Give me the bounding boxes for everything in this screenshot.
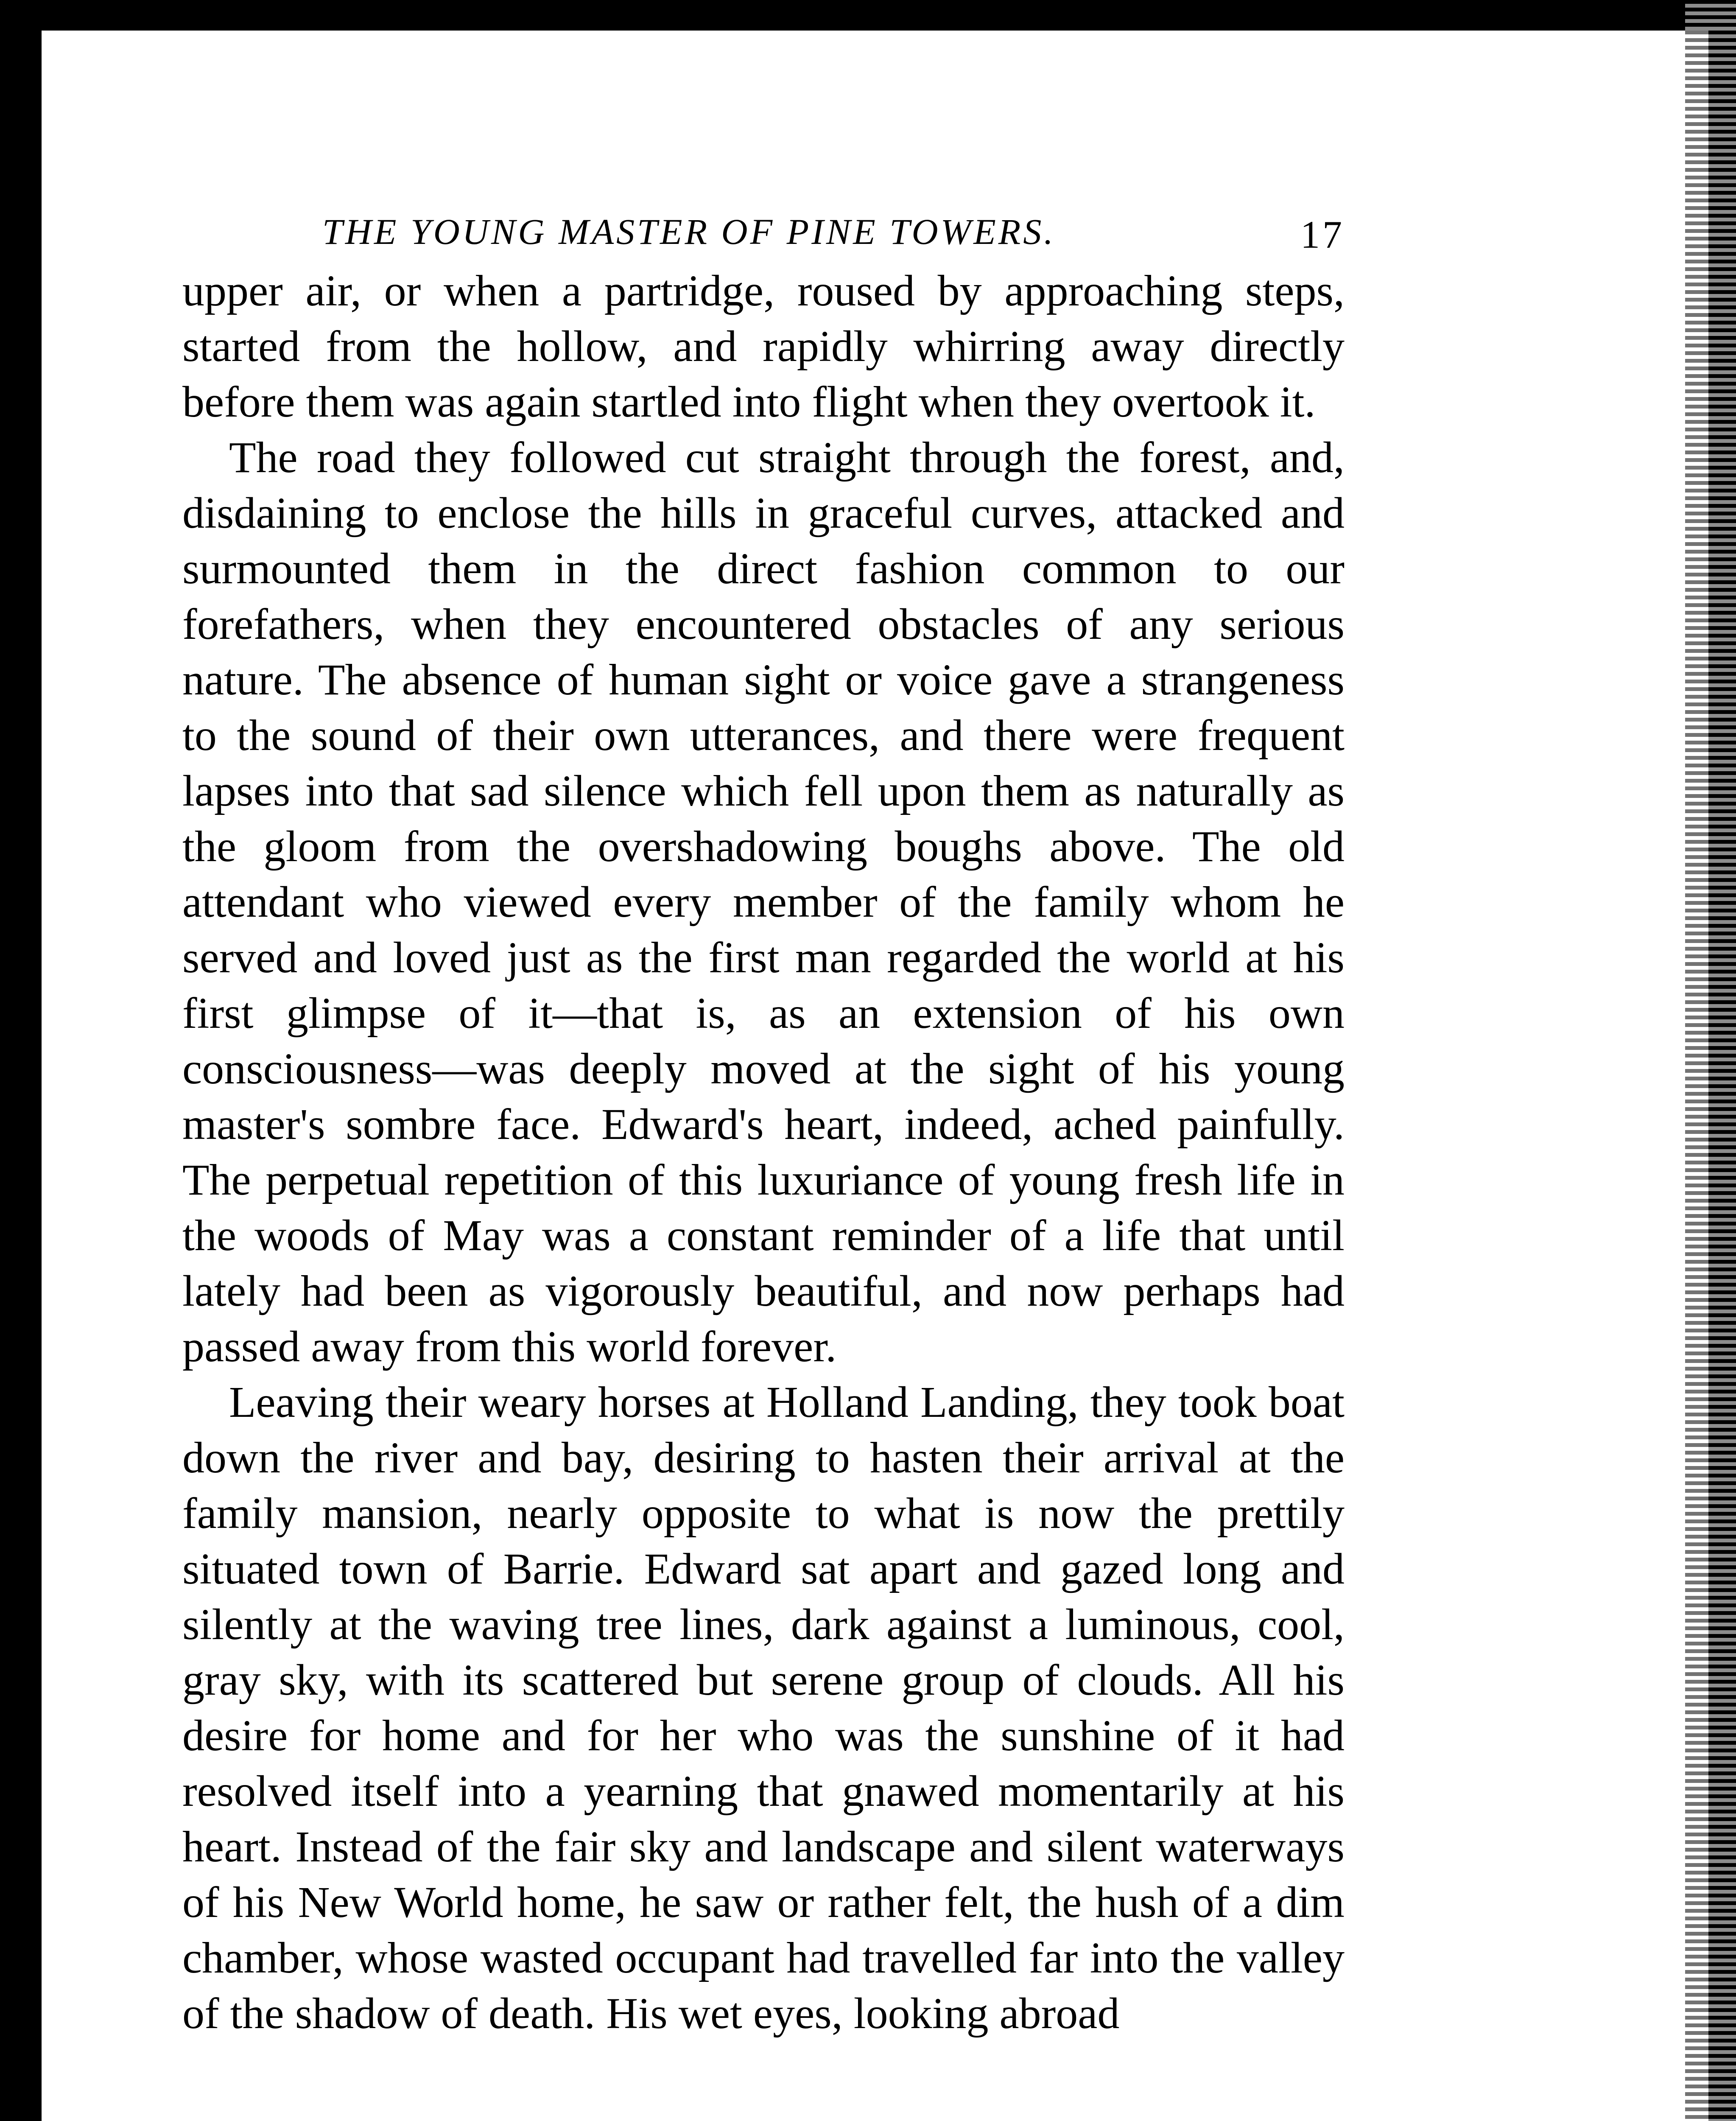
running-head [182, 199, 1345, 263]
paragraph-road: The road they followed cut straight through the forest, and, disdaining to enclose the hills in graceful curves, attacked and surmounted them in the direct fashion common to our forefathers, when they encountered obstacles of any serious nature. The absence of human sight or voice gave a strangeness to the sound of their own utterances, and there were frequent lapses into that sad silence which fell upon them as naturally as the gloom from the overshadowing boughs above. The old attendant who viewed every member of the family whom he served and loved just as the first man regarded the world at his first glimpse of it—that is, as an extension of his own consciousness—was deeply moved at the sight of his young master's sombre face. Edward's heart, indeed, ached painfully. The perpetual repetition of this luxuriance of young fresh life in the woods of May was a constant reminder of a life that until lately had been as vigorously beautiful, and now perhaps had passed away from this world forever. [182, 433, 1345, 1371]
page-number: 17 [1300, 213, 1345, 256]
running-title: THE YOUNG MASTER OF PINE TOWERS. [322, 211, 1056, 252]
paragraph-continued: upper air, or when a partridge, roused by approaching steps, started from the hollow, and rapidly whirring away directly before them was again startled into flight when they overtook it. [182, 266, 1345, 426]
paragraph-leaving: Leaving their weary horses at Holland Landing, they took boat down the river and bay, desiring to hasten their arrival at the family mansion, nearly opposite to what is now the prettily situated town of Barrie. Edward sat apart and gazed long and silently at the waving tree lines, dark against a luminous, cool, gray sky, with its scattered but serene group of clouds. All his desire for home and for her who was the sunshine of it had resolved itself into a yearning that gnawed momentarily at his heart. Instead of the fair sky and landscape and silent waterways of his New World home, he saw or rather felt, the hush of a dim chamber, whose wasted occupant had travelled far into the valley of the shadow of death. His wet eyes, looking abroad [182, 1378, 1345, 2038]
body-text [182, 263, 1345, 2041]
text-block [182, 199, 1345, 2041]
page-edge-texture [1685, 0, 1736, 2121]
